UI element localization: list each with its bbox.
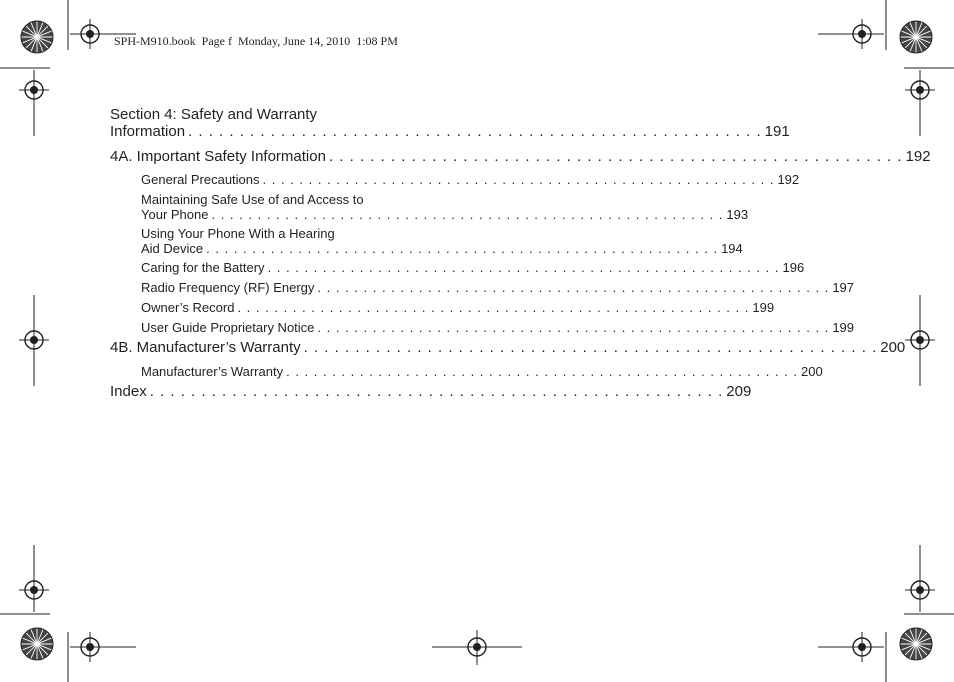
toc-entry-general-precautions[interactable]: [141, 172, 800, 187]
toc-entry-page: 193: [726, 207, 749, 222]
dot-leader: . . . . . . . . . . . . . . . . . . . . . . . . . . . . . . . . . . . . . . . . . . . . . . . . . . . . . . . .: [267, 260, 780, 275]
toc-entry-page: 199: [752, 300, 775, 315]
toc-entry-manufacturers-warranty[interactable]: [141, 364, 823, 379]
page-header: SPH-M910.book Page f Monday, June 14, 2010 1:08 PM: [114, 34, 398, 48]
toc-entry-page: 192: [905, 148, 931, 165]
dot-leader: . . . . . . . . . . . . . . . . . . . . . . . . . . . . . . . . . . . . . . . . . . . . . . . . . . . . . . . .: [303, 339, 878, 356]
dot-leader: . . . . . . . . . . . . . . . . . . . . . . . . . . . . . . . . . . . . . . . . . . . . . . . . . . . . . . . .: [286, 364, 799, 379]
toc-entry-label: Manufacturer’s Warranty: [141, 364, 284, 379]
dot-leader: . . . . . . . . . . . . . . . . . . . . . . . . . . . . . . . . . . . . . . . . . . . . . . . . . . . . . . . .: [149, 383, 724, 400]
toc-entry-page: 196: [782, 260, 805, 275]
toc-entry-4b[interactable]: [110, 339, 906, 356]
toc-entry-proprietary-notice[interactable]: [141, 320, 855, 335]
toc-entry-page: 197: [832, 280, 855, 295]
toc-entry-page: 191: [764, 123, 790, 140]
dot-leader: . . . . . . . . . . . . . . . . . . . . . . . . . . . . . . . . . . . . . . . . . . . . . . . . . . . . . . . .: [328, 148, 903, 165]
dot-leader: . . . . . . . . . . . . . . . . . . . . . . . . . . . . . . . . . . . . . . . . . . . . . . . . . . . . . . . .: [262, 172, 775, 187]
dot-leader: . . . . . . . . . . . . . . . . . . . . . . . . . . . . . . . . . . . . . . . . . . . . . . . . . . . . . . . .: [211, 207, 724, 222]
toc-entry-label-line1: Using Your Phone With a Hearing: [141, 226, 335, 241]
toc-entry-label: Information: [110, 123, 186, 140]
dot-leader: . . . . . . . . . . . . . . . . . . . . . . . . . . . . . . . . . . . . . . . . . . . . . . . . . . . . . . . .: [237, 300, 750, 315]
toc-entry-label: Index: [110, 383, 147, 400]
dot-leader: . . . . . . . . . . . . . . . . . . . . . . . . . . . . . . . . . . . . . . . . . . . . . . . . . . . . . . . .: [206, 241, 719, 256]
toc-entry-label-line1: Section 4: Safety and Warranty: [110, 106, 318, 123]
toc-entry-label: General Precautions: [141, 172, 260, 187]
toc-entry-label: Your Phone: [141, 207, 209, 222]
toc-entry-page: 192: [777, 172, 800, 187]
toc-entry-section-4[interactable]: [110, 106, 790, 140]
toc-entry-label: User Guide Proprietary Notice: [141, 320, 315, 335]
toc-entry-caring-battery[interactable]: [141, 260, 805, 275]
toc-entry-label: 4B. Manufacturer’s Warranty: [110, 339, 301, 356]
toc-entry-label: 4A. Important Safety Information: [110, 148, 326, 165]
dot-leader: . . . . . . . . . . . . . . . . . . . . . . . . . . . . . . . . . . . . . . . . . . . . . . . . . . . . . . . .: [317, 320, 830, 335]
toc-entry-page: 194: [721, 241, 743, 256]
toc-entry-label: Aid Device: [141, 241, 204, 256]
dot-leader: . . . . . . . . . . . . . . . . . . . . . . . . . . . . . . . . . . . . . . . . . . . . . . . . . . . . . . . .: [317, 280, 830, 295]
toc-entry-rf-energy[interactable]: [141, 280, 855, 295]
toc-entry-page: 199: [832, 320, 855, 335]
dot-leader: . . . . . . . . . . . . . . . . . . . . . . . . . . . . . . . . . . . . . . . . . . . . . . . . . . . . . . . .: [188, 123, 762, 140]
toc-entry-label: Radio Frequency (RF) Energy: [141, 280, 315, 295]
toc-entry-label: Owner’s Record: [141, 300, 235, 315]
toc-entry-page: 200: [801, 364, 823, 379]
toc-entry-maintaining-safe-use[interactable]: [141, 192, 749, 222]
toc-entry-hearing-aid[interactable]: [141, 226, 743, 256]
toc-entry-label: Caring for the Battery: [141, 260, 265, 275]
toc-entry-page: 200: [880, 339, 906, 356]
toc-entry-owners-record[interactable]: [141, 300, 775, 315]
toc-entry-page: 209: [726, 383, 752, 400]
toc-entry-label-line1: Maintaining Safe Use of and Access to: [141, 192, 364, 207]
toc-entry-index[interactable]: [110, 383, 752, 400]
toc-entry-4a[interactable]: [110, 148, 931, 165]
